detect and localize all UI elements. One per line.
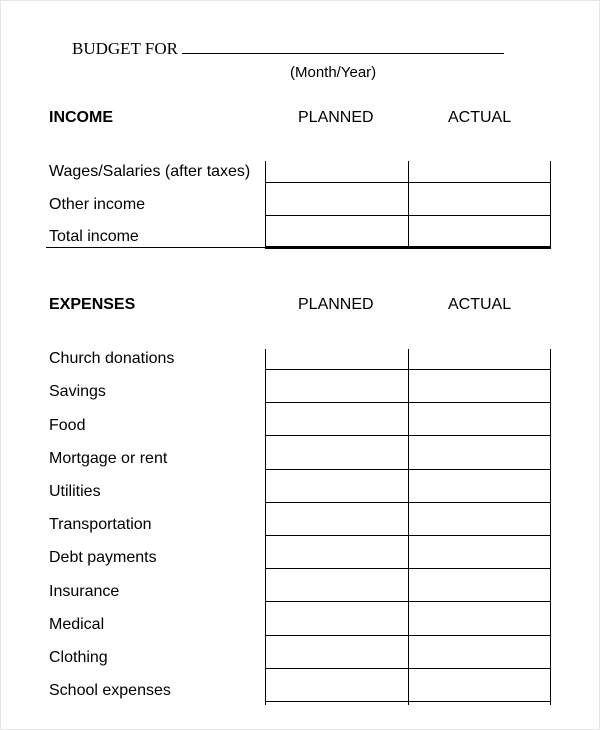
savings-actual-cell[interactable] bbox=[409, 370, 550, 402]
other-income-actual-cell[interactable] bbox=[409, 183, 550, 215]
medical-planned-cell[interactable] bbox=[266, 602, 408, 635]
insurance-actual-cell[interactable] bbox=[409, 569, 550, 601]
debt-payments-actual-cell[interactable] bbox=[409, 536, 550, 568]
income-planned-header: PLANNED bbox=[298, 109, 374, 126]
utilities-actual-cell[interactable] bbox=[409, 470, 550, 502]
church-donations-planned-cell[interactable] bbox=[266, 349, 408, 369]
expense-row-label: Utilities bbox=[49, 483, 101, 500]
school-expenses-planned-cell[interactable] bbox=[266, 669, 408, 701]
mortgage-actual-cell[interactable] bbox=[409, 436, 550, 469]
expenses-heading: EXPENSES bbox=[49, 296, 136, 313]
expense-row-label: Debt payments bbox=[49, 549, 157, 566]
budget-title-label: BUDGET FOR bbox=[72, 39, 178, 58]
wages-actual-cell[interactable] bbox=[409, 161, 550, 182]
total-income-planned-cell[interactable] bbox=[266, 216, 408, 246]
expense-row-label: Transportation bbox=[49, 516, 152, 533]
expenses-actual-header: ACTUAL bbox=[448, 296, 512, 313]
expenses-planned-header: PLANNED bbox=[298, 296, 374, 313]
total-income-actual-cell[interactable] bbox=[409, 216, 550, 246]
medical-actual-cell[interactable] bbox=[409, 602, 550, 635]
income-heading: INCOME bbox=[49, 109, 113, 126]
school-expenses-actual-cell[interactable] bbox=[409, 669, 550, 701]
transportation-actual-cell[interactable] bbox=[409, 503, 550, 535]
income-grid-line bbox=[550, 161, 551, 248]
savings-planned-cell[interactable] bbox=[266, 370, 408, 402]
income-row-label: Other income bbox=[49, 196, 146, 213]
wages-planned-cell[interactable] bbox=[266, 161, 408, 182]
food-planned-cell[interactable] bbox=[266, 403, 408, 435]
income-row-label: Wages/Salaries (after taxes) bbox=[49, 163, 251, 180]
other-income-planned-cell[interactable] bbox=[266, 183, 408, 215]
expense-grid-line bbox=[265, 701, 551, 702]
expense-row-label: Clothing bbox=[49, 649, 108, 666]
expense-row-label: School expenses bbox=[49, 682, 171, 699]
expense-row-label: Mortgage or rent bbox=[49, 450, 168, 467]
expense-row-label: Church donations bbox=[49, 350, 175, 367]
insurance-planned-cell[interactable] bbox=[266, 569, 408, 601]
month-year-blank[interactable] bbox=[182, 37, 504, 54]
clothing-actual-cell[interactable] bbox=[409, 636, 550, 668]
transportation-planned-cell[interactable] bbox=[266, 503, 408, 535]
expense-row-label: Food bbox=[49, 417, 86, 434]
income-actual-header: ACTUAL bbox=[448, 109, 512, 126]
mortgage-planned-cell[interactable] bbox=[266, 436, 408, 469]
church-donations-actual-cell[interactable] bbox=[409, 349, 550, 369]
expense-row-label: Savings bbox=[49, 383, 106, 400]
expense-row-label: Insurance bbox=[49, 583, 120, 600]
debt-payments-planned-cell[interactable] bbox=[266, 536, 408, 568]
month-year-caption: (Month/Year) bbox=[290, 64, 377, 81]
food-actual-cell[interactable] bbox=[409, 403, 550, 435]
expense-row-label: Medical bbox=[49, 616, 105, 633]
income-total-rule-thick bbox=[265, 246, 551, 249]
budget-title bbox=[72, 37, 504, 59]
income-row-label: Total income bbox=[49, 228, 139, 245]
utilities-planned-cell[interactable] bbox=[266, 470, 408, 502]
clothing-planned-cell[interactable] bbox=[266, 636, 408, 668]
